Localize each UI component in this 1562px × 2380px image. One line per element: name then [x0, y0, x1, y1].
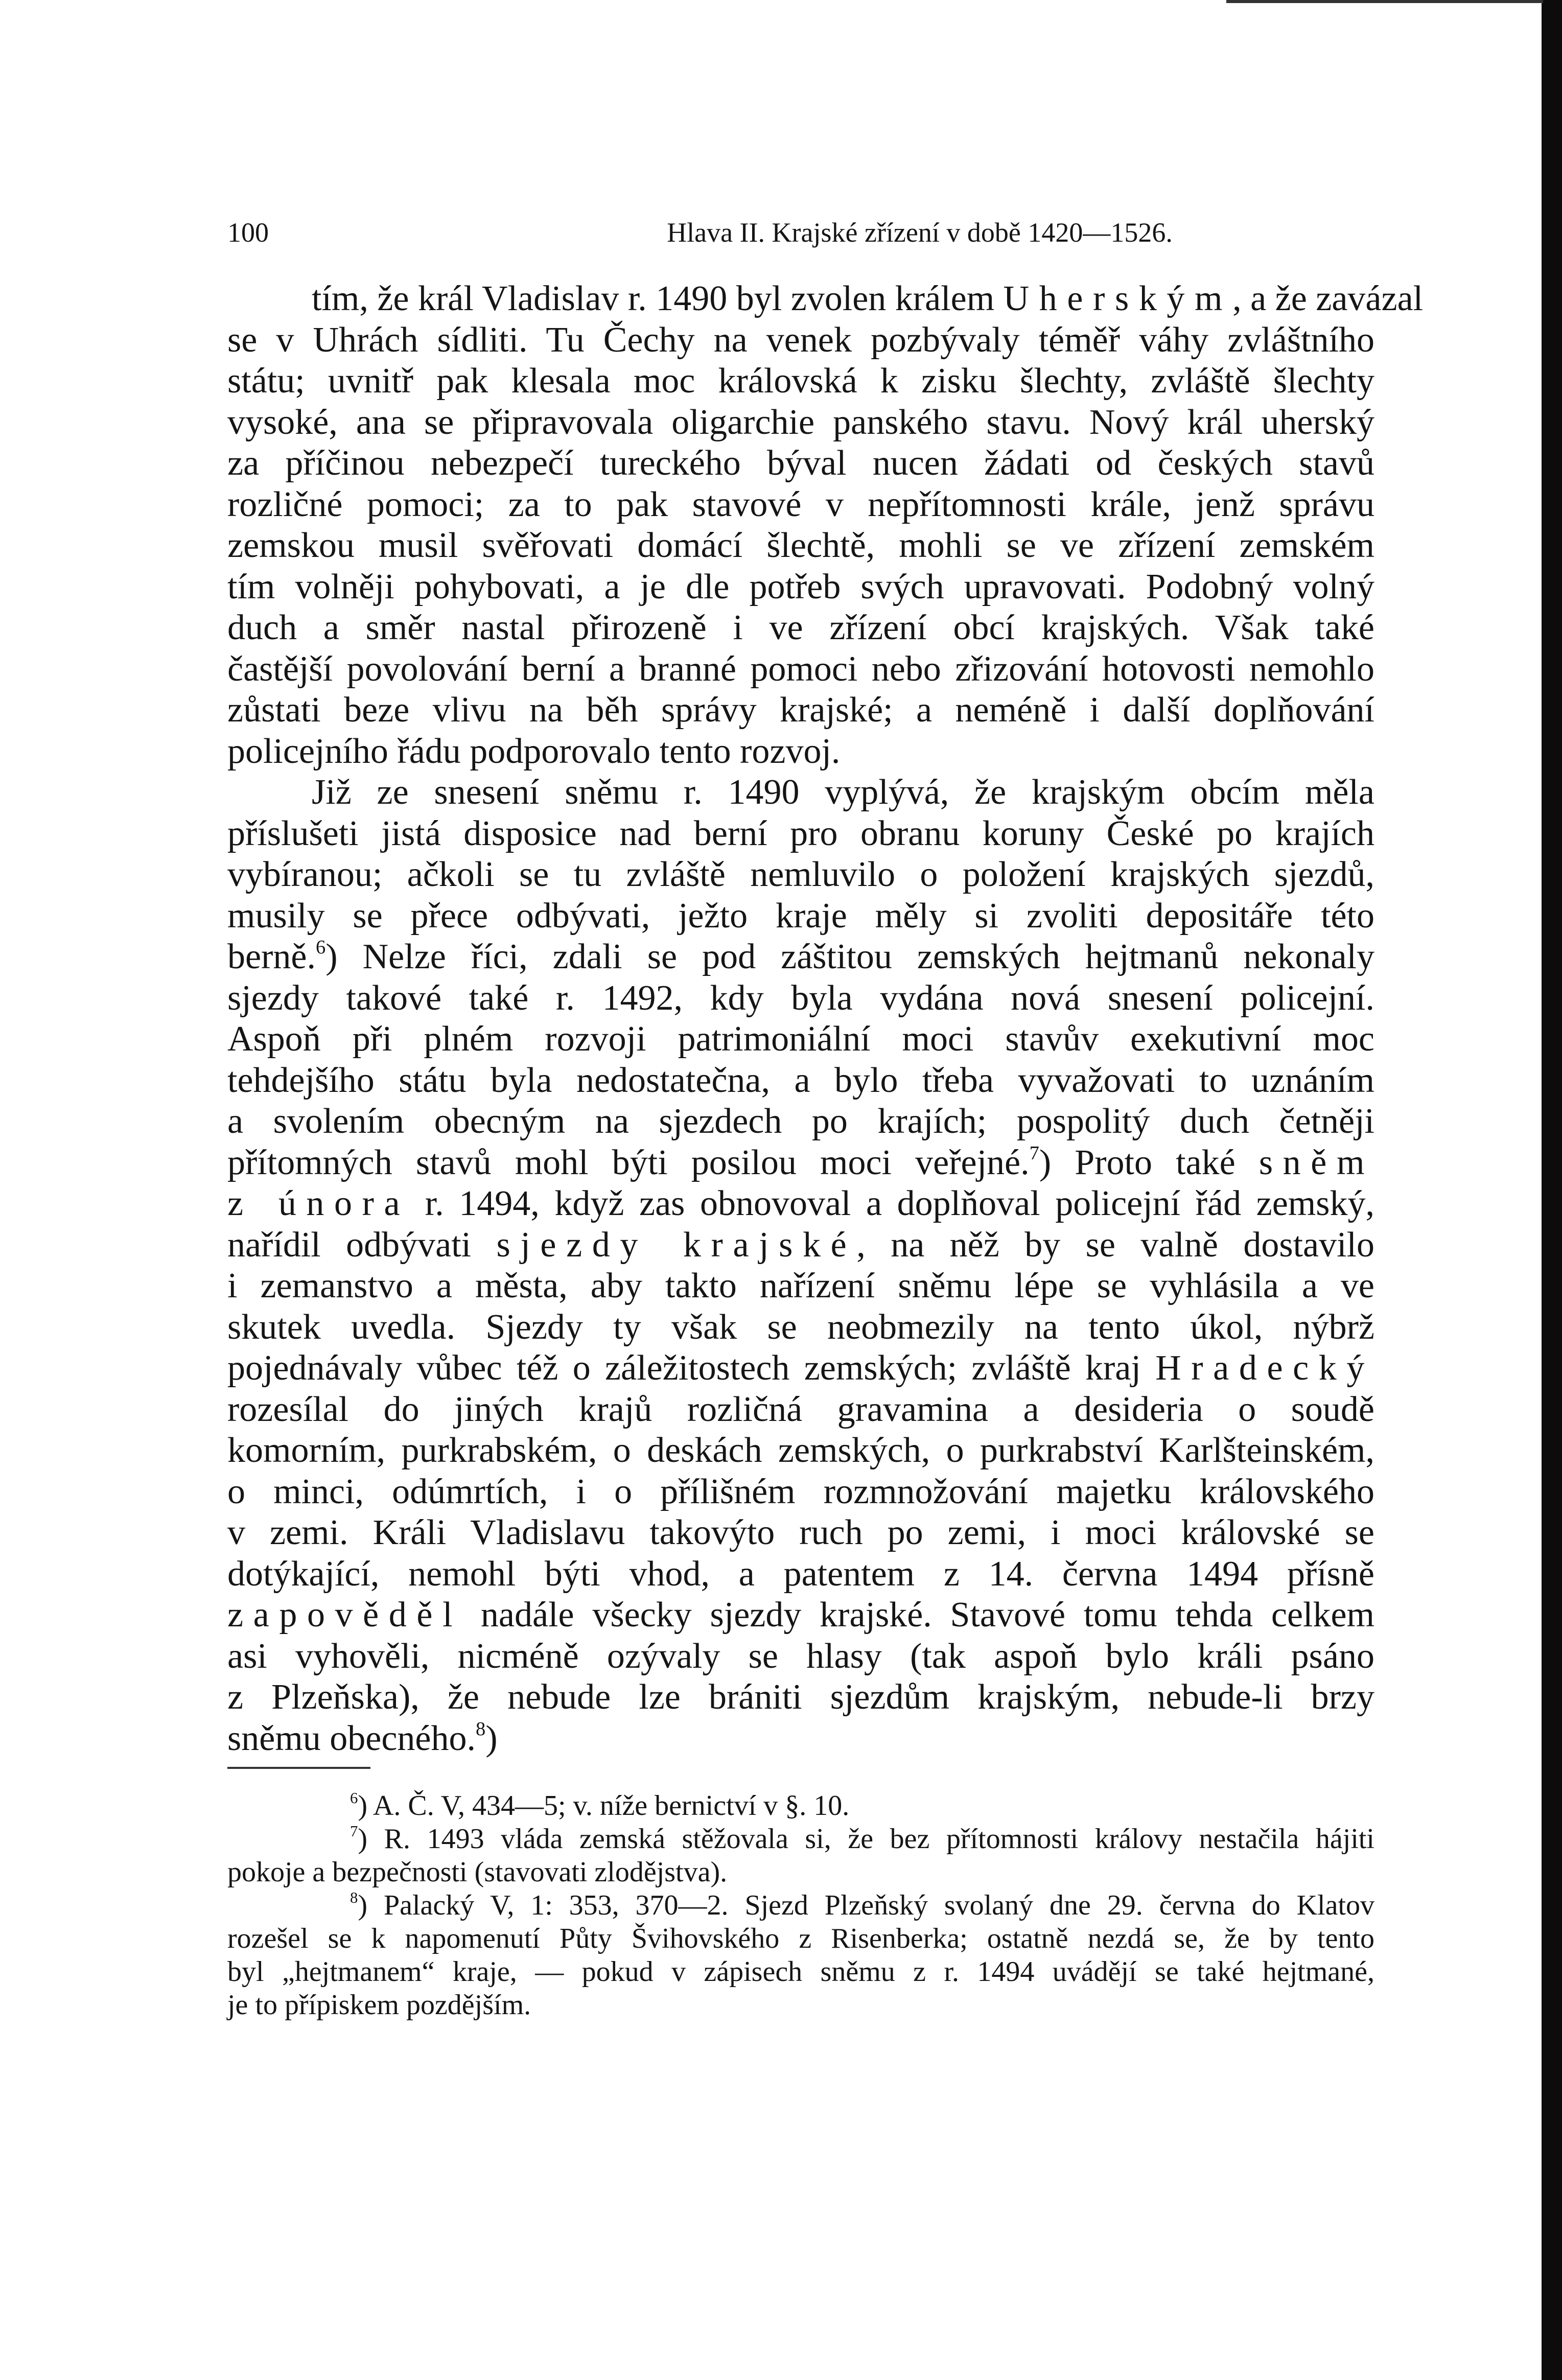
text-line — [227, 978, 1374, 1019]
text-run: vysoké, ana se připravovala oligarchie panského stavu. Nový král uherský — [227, 402, 1374, 442]
text-run: rozličné pomoci; za to pak stavové v nepřítomnosti krále, jenž správu — [227, 484, 1374, 524]
text-line — [227, 320, 1374, 361]
text-run: , na něž by se valně dostavilo — [856, 1225, 1374, 1265]
text-line — [227, 1595, 1374, 1636]
text-line — [227, 1472, 1374, 1513]
footnotes — [227, 1789, 1374, 2022]
footnote — [227, 1823, 1374, 1889]
text-run: musily se přece odbývati, ježto kraje měly si zvoliti depositáře této — [227, 896, 1374, 936]
footnote-marker: 7 — [1029, 1142, 1039, 1164]
text-run: v zemi. Králi Vladislavu takovýto ruch po zemi, i moci královské se — [227, 1513, 1374, 1552]
text-line — [227, 1989, 1374, 2022]
text-run: tehdejšího státu byla nedostatečna, a bylo třeba vyvažovati to uznáním — [227, 1060, 1374, 1100]
text-run: skutek uvedla. Sjezdy ty však se neobmezily na tento úkol, nýbrž — [227, 1307, 1374, 1347]
text-run: častější povolování berní a branné pomoci nebo zřizování hotovosti nemohlo — [227, 649, 1374, 689]
text-line — [227, 649, 1374, 690]
page-number: 100 — [227, 217, 269, 248]
text-run: r. 1494, když zas obnovoval a doplňoval policejní řád zemský, — [410, 1184, 1374, 1223]
text-line — [227, 1512, 1374, 1554]
text-line — [227, 1955, 1374, 1989]
text-run: , a že zavázal — [1232, 279, 1424, 318]
text-line — [227, 567, 1374, 608]
footnote-marker: 8 — [350, 1888, 358, 1906]
text-line — [227, 1142, 1374, 1184]
text-line — [227, 1348, 1374, 1389]
text-run: pokoje a bezpečnosti (stavovati zlodějstva). — [227, 1856, 728, 1888]
emphasized-spaced-text: sněm — [1258, 1142, 1374, 1182]
text-line — [227, 1060, 1374, 1102]
text-run: rozešel se k napomenutí Půty Švihovského z Risenberka; ostatně nezdá se, že by tento — [227, 1923, 1374, 1954]
text-run: je to přípiskem pozdějším. — [227, 1989, 531, 2021]
text-run: pojednávaly vůbec též o záležitostech zemských; zvláště kraj — [227, 1348, 1156, 1388]
text-run: přítomných stavů mohl býti posilou moci veřejné. — [227, 1142, 1030, 1182]
emphasized-spaced-text: zapověděl — [227, 1595, 463, 1635]
text-run: duch a směr nastal přirozeně i ve zřízení obcí krajských. Však také — [227, 608, 1374, 647]
text-run: berně. — [227, 937, 316, 976]
footnote-marker: 6 — [315, 937, 326, 959]
scan-top-edge — [1226, 0, 1543, 3]
text-line — [227, 1101, 1374, 1142]
text-run: asi vyhověli, nicméně ozývaly se hlasy (tak aspoň bylo králi psáno — [227, 1636, 1374, 1676]
text-line — [227, 1554, 1374, 1595]
text-run: ) Palacký V, 1: 353, 370—2. Sjezd Plzeňský svolaný dne 29. června do Klatov — [358, 1889, 1374, 1921]
body-text — [227, 278, 1424, 1759]
text-run: za příčinou nebezpečí tureckého býval nucen žádati od českých stavů — [227, 444, 1374, 483]
text-run: příslušeti jistá disposice nad berní pro obranu koruny České po krajích — [227, 813, 1374, 853]
text-run: ) Proto také — [1039, 1142, 1259, 1182]
text-line — [227, 1266, 1374, 1307]
text-line — [227, 525, 1374, 567]
text-run: z Plzeňska), že nebude lze brániti sjezdům krajským, nebude-li brzy — [227, 1677, 1374, 1717]
footnote-marker: 8 — [475, 1718, 486, 1740]
text-line — [227, 484, 1374, 526]
text-line — [227, 1677, 1374, 1718]
text-line — [227, 608, 1374, 649]
page-header — [227, 215, 1374, 250]
text-line — [227, 1636, 1374, 1677]
text-run: policejního řádu podporovalo tento rozvoj. — [227, 731, 841, 771]
text-line — [227, 1789, 1374, 1823]
text-line — [227, 361, 1374, 402]
footnote — [227, 1889, 1374, 2022]
text-line — [227, 1307, 1374, 1348]
emphasized-spaced-text: Uherským — [1003, 279, 1233, 318]
text-line — [227, 402, 1374, 444]
text-line — [227, 937, 1374, 978]
text-line — [227, 1922, 1374, 1955]
text-run: zůstati beze vlivu na běh správy krajské; a neméně i další doplňování — [227, 690, 1374, 730]
running-title: Hlava II. Krajské zřízení v době 1420—1526. — [667, 217, 1173, 248]
text-line — [227, 1183, 1374, 1225]
text-line — [227, 1225, 1374, 1266]
text-run: a svolením obecným na sjezdech po krajích; pospolitý duch četněji — [227, 1102, 1374, 1141]
text-run: komorním, purkrabském, o deskách zemských, o purkrabství Karlšteinském, — [227, 1431, 1374, 1470]
text-run: o minci, odúmrtích, i o přílišném rozmnožování majetku královského — [227, 1472, 1374, 1511]
text-run: zemskou musil svěřovati domácí šlechtě, mohli se ve zřízení zemském — [227, 526, 1374, 565]
paragraph — [227, 772, 1374, 1759]
text-line — [227, 1019, 1374, 1060]
text-run: vybíranou; ačkoli se tu zvláště nemluvilo o položení krajských sjezdů, — [227, 855, 1374, 894]
text-line — [227, 854, 1374, 896]
text-line — [227, 1389, 1374, 1431]
text-line — [227, 731, 1374, 773]
footnote-marker: 7 — [350, 1822, 358, 1840]
emphasized-spaced-text: z února — [227, 1184, 410, 1223]
text-run: ) — [485, 1718, 498, 1758]
text-line — [227, 278, 1424, 320]
footnote-marker: 6 — [350, 1789, 358, 1807]
text-run: ) Nelze říci, zdali se pod záštitou zemských hejtmanů nekonaly — [325, 937, 1374, 976]
text-line — [227, 1889, 1374, 1922]
text-run: se v Uhrách sídliti. Tu Čechy na venek pozbývaly téměř váhy zvláštního — [227, 320, 1374, 360]
text-line — [227, 690, 1374, 731]
text-run: rozesílal do jiných krajů rozličná gravamina a desideria o soudě — [227, 1389, 1374, 1429]
text-line — [227, 1430, 1374, 1472]
text-line — [227, 772, 1374, 813]
text-run: ) R. 1493 vláda zemská stěžovala si, že bez přítomnosti královy nestačila hájiti — [358, 1823, 1374, 1855]
text-run: dotýkající, nemohl býti vhod, a patentem z 14. června 1494 přísně — [227, 1554, 1374, 1594]
text-run: i zemanstvo a města, aby takto nařízení sněmu lépe se vyhlásila a ve — [227, 1266, 1374, 1305]
text-run: nařídil odbývati — [227, 1225, 497, 1265]
text-line — [227, 443, 1374, 484]
text-run: Již ze snesení sněmu r. 1490 vyplývá, že krajským obcím měla — [312, 773, 1374, 812]
text-run: ) A. Č. V, 434—5; v. níže bernictví v §. 10. — [358, 1790, 850, 1822]
text-run: sněmu obecného. — [227, 1718, 476, 1758]
text-run: sjezdy takové také r. 1492, kdy byla vydána nová snesení policejní. — [227, 978, 1374, 1018]
text-run: nadále všecky sjezdy krajské. Stavové tomu tehda celkem — [462, 1595, 1374, 1635]
emphasized-spaced-text: Hradecký — [1155, 1348, 1374, 1388]
text-run: byl „hejtmanem“ kraje, — pokud v zápisech sněmu z r. 1494 uvádějí se také hejtmané, — [227, 1956, 1374, 1988]
footnote-separator — [227, 1767, 370, 1769]
text-run: státu; uvnitř pak klesala moc královská k zisku šlechty, zvláště šlechty — [227, 361, 1374, 401]
scan-edge-shadow — [1542, 0, 1562, 2380]
text-line — [227, 896, 1374, 937]
emphasized-spaced-text: sjezdy krajské — [496, 1225, 857, 1265]
text-run: tím, že král Vladislav r. 1490 byl zvolen králem — [312, 279, 1004, 318]
paragraph — [227, 278, 1424, 772]
text-run: Aspoň při plném rozvoji patrimoniální moci stavův exekutivní moc — [227, 1019, 1374, 1059]
text-line — [227, 813, 1374, 855]
text-line — [227, 1823, 1374, 1856]
text-run: tím volněji pohybovati, a je dle potřeb svých upravovati. Podobný volný — [227, 567, 1374, 606]
text-line — [227, 1718, 1374, 1760]
footnote — [227, 1789, 1374, 1823]
text-line — [227, 1856, 1374, 1889]
